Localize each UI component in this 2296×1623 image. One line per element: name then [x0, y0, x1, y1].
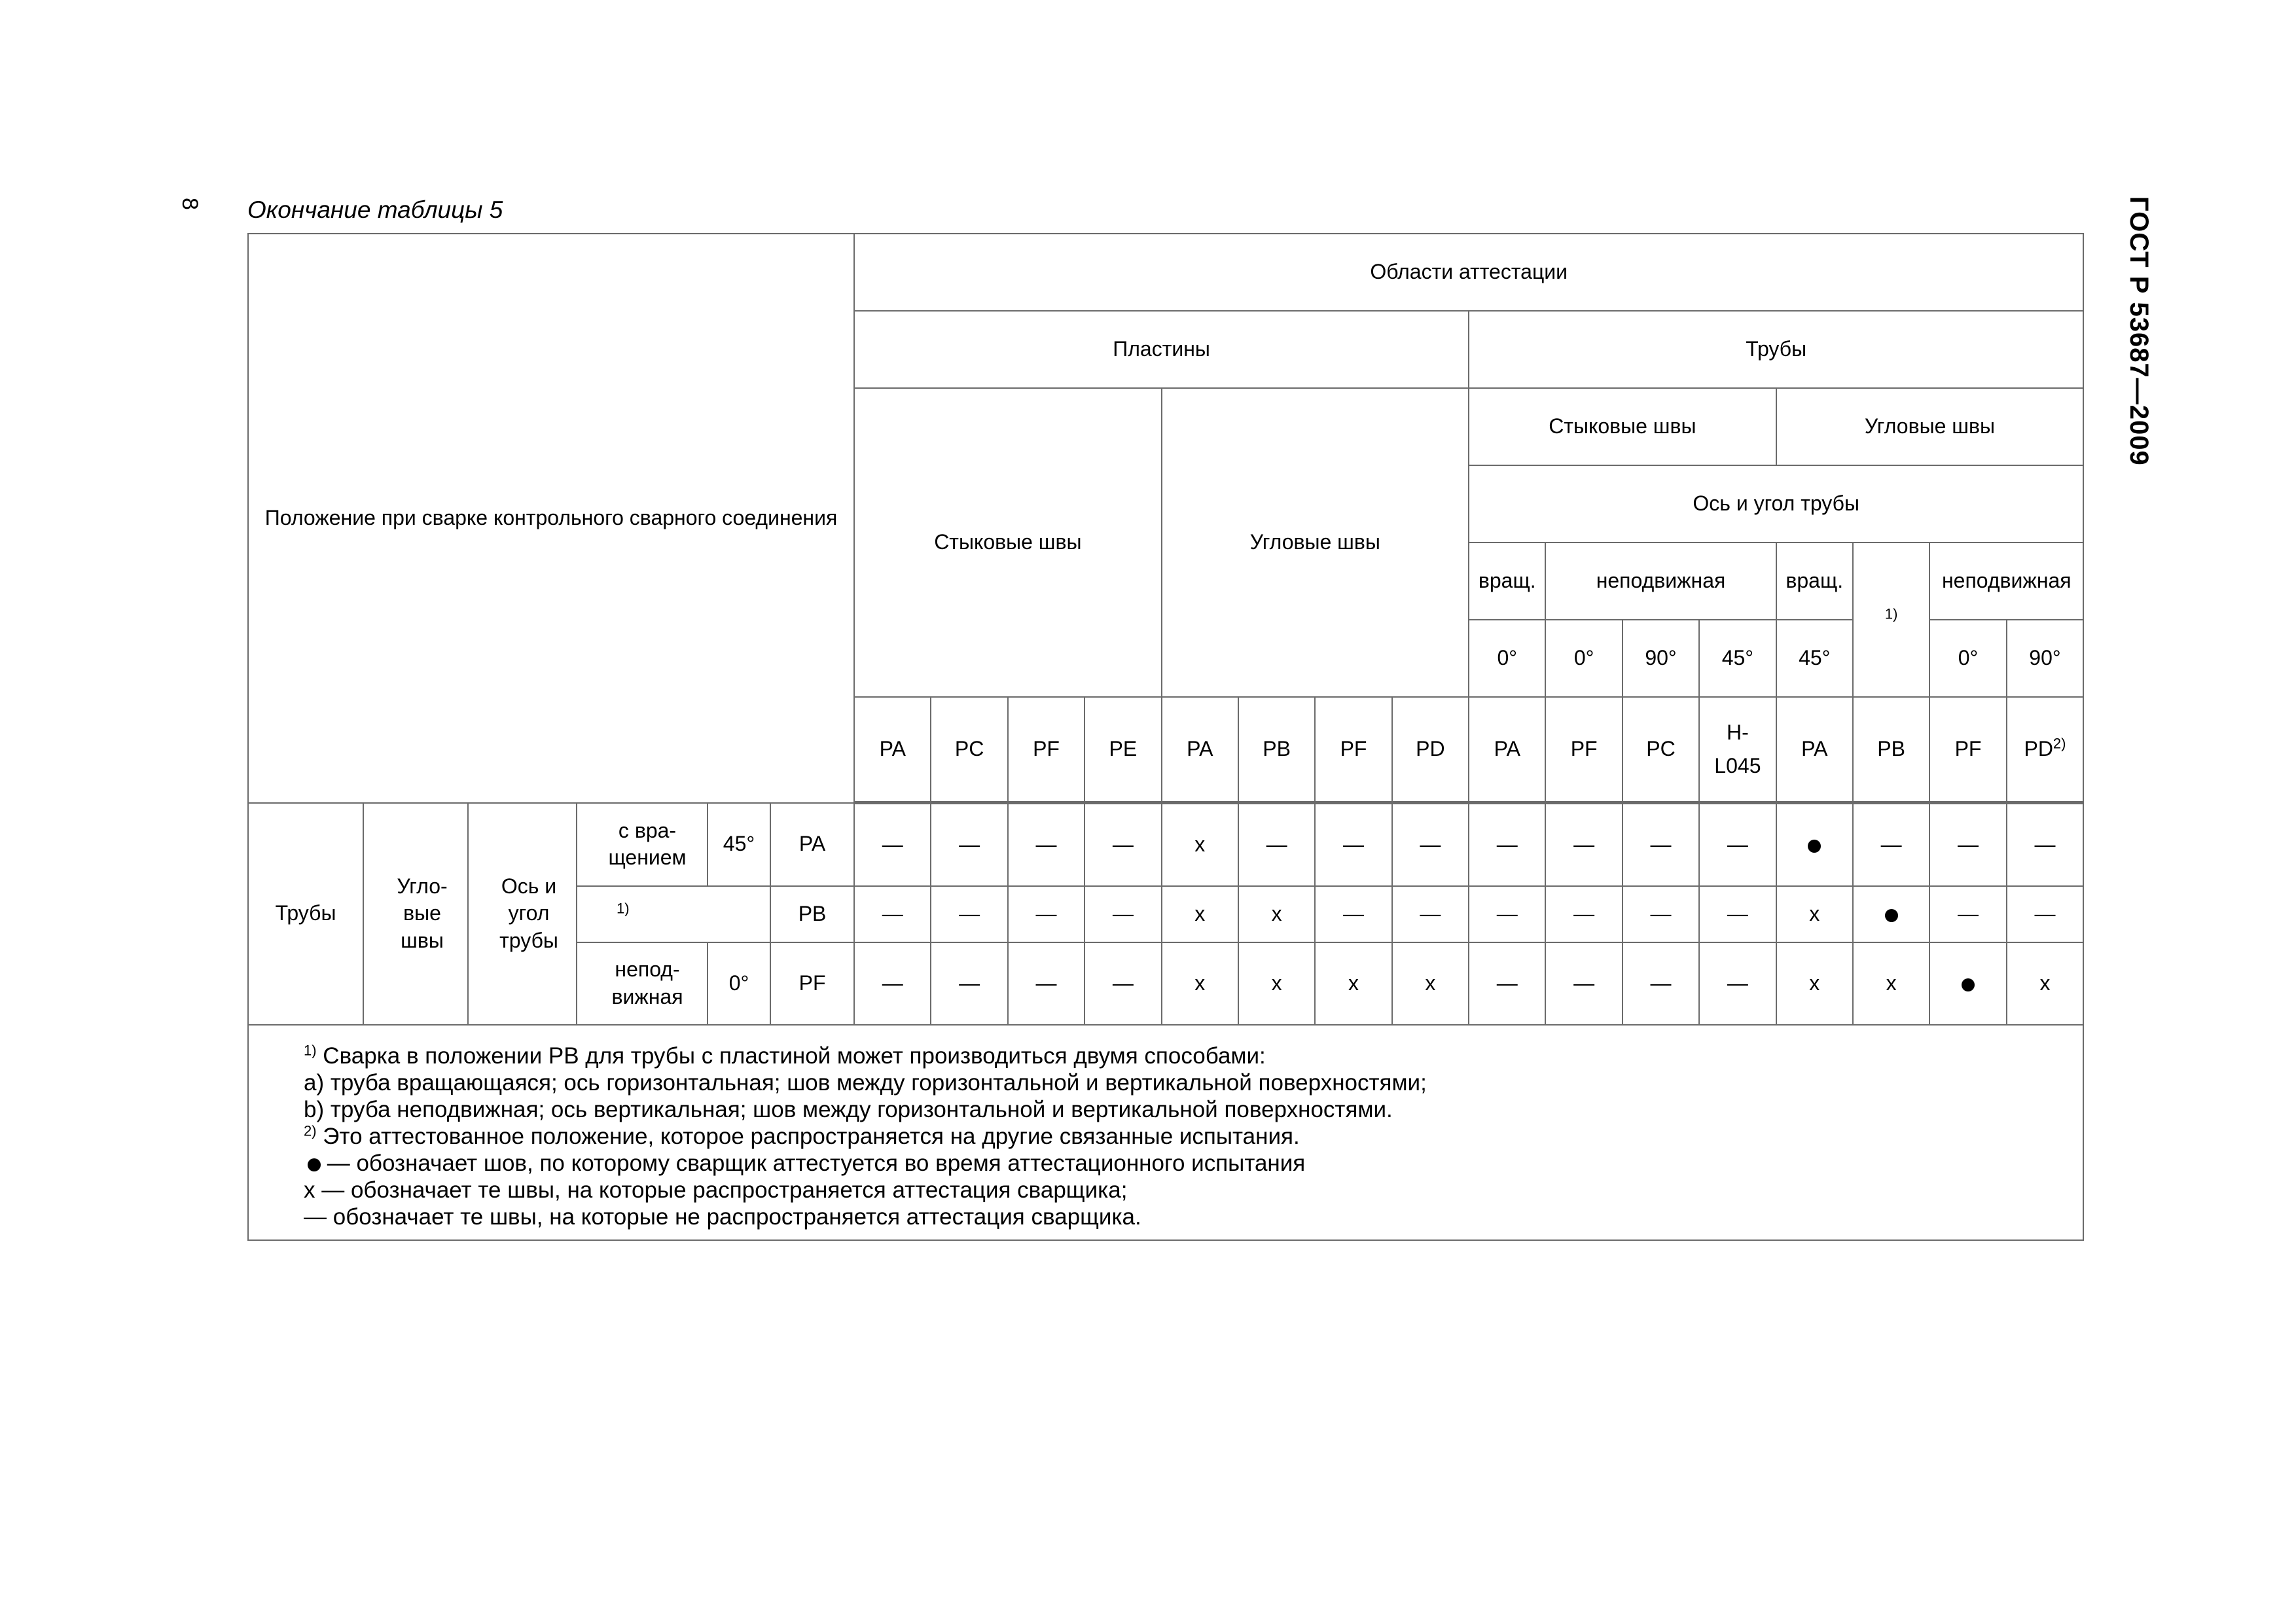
mark-cell: x	[1776, 942, 1853, 1025]
header-rot-2: вращ.	[1776, 543, 1853, 620]
code-cell: PC	[1623, 697, 1699, 803]
code-cell: PB	[1853, 697, 1929, 803]
mark-cell: x	[1162, 803, 1238, 887]
note-2: $^{2)}$ Это аттестованное положение, которое распространяется на другие связанные испытания.	[304, 1122, 1300, 1149]
mark-cell: —	[1853, 803, 1929, 887]
mark-cell: —	[931, 803, 1007, 887]
mark-cell: x	[1315, 942, 1391, 1025]
legend-dot: — обозначает шов, по которому сварщик аттестуется во время аттестационного испытания	[304, 1150, 2083, 1177]
header-pipes-fillet: Угловые швы	[1776, 388, 2084, 465]
mark-cell: x	[1776, 886, 1853, 942]
mark-cell: —	[1545, 803, 1622, 887]
code-cell: PA	[1469, 697, 1545, 803]
notes-row	[248, 1025, 2083, 1240]
table-caption: Окончание таблицы 5	[247, 196, 503, 223]
mark-cell: —	[1469, 803, 1545, 887]
mark-cell: —	[1085, 886, 1161, 942]
code-cell: PA	[1776, 697, 1853, 803]
mark-cell: —	[1623, 803, 1699, 887]
qualification-table	[247, 233, 2084, 1241]
mark-cell: —	[1699, 886, 1776, 942]
mark-cell: —	[854, 803, 931, 887]
code-cell: PC	[931, 697, 1007, 803]
page-number: 8	[177, 198, 202, 210]
note-1a: a) труба вращающаяся; ось горизонтальная; шов между горизонтальной и вертикальной поверхностями;	[304, 1070, 1427, 1096]
mark-cell: —	[2007, 803, 2084, 887]
code-cell: PD	[1392, 697, 1469, 803]
mark-cell: —	[1238, 803, 1315, 887]
header-fixed-2: неподвижная	[1929, 543, 2083, 620]
row-mode-note: 1)	[577, 886, 770, 942]
code-cell: PE	[1085, 697, 1161, 803]
row-mode: непод-вижная	[577, 942, 708, 1025]
mark-cell: —	[1315, 803, 1391, 887]
header-fixed-1: неподвижная	[1545, 543, 1776, 620]
angle-cell: 45°	[1699, 620, 1776, 697]
mark-cell: x	[1162, 886, 1238, 942]
mark-cell: —	[1623, 942, 1699, 1025]
code-cell: PF	[1545, 697, 1622, 803]
body-fillet: Угло-вые швы	[363, 803, 468, 1026]
mark-cell: —	[1085, 942, 1161, 1025]
mark-cell: x	[1392, 942, 1469, 1025]
mark-cell: —	[1623, 886, 1699, 942]
angle-cell: 0°	[1469, 620, 1545, 697]
mark-cell: —	[1699, 803, 1776, 887]
table-notes	[248, 1025, 2083, 1240]
note2-ref: 2)	[2053, 735, 2066, 752]
mark-cell: x	[1238, 942, 1315, 1025]
table-row	[248, 803, 2083, 887]
row-code: PB	[770, 886, 854, 942]
code-cell: H-L045	[1699, 697, 1776, 803]
header-plates-fillet: Угловые швы	[1162, 388, 1469, 697]
mark-cell: —	[854, 942, 931, 1025]
mark-cell: x	[1853, 942, 1929, 1025]
header-areas: Области аттестации	[854, 234, 2083, 311]
row-angle: 45°	[708, 803, 770, 887]
mark-cell: —	[1008, 886, 1085, 942]
code-cell: PA	[854, 697, 931, 803]
note-1: $^{1)}$ Сварка в положении PB для трубы с пластиной может производиться двумя способами:	[304, 1042, 1266, 1069]
header-pipes: Трубы	[1469, 311, 2083, 388]
mark-cell	[1853, 886, 1929, 942]
code-cell: PB	[1238, 697, 1315, 803]
bullet-dot-icon	[308, 1158, 321, 1171]
mark-cell: —	[1929, 886, 2006, 942]
mark-cell: —	[1392, 886, 1469, 942]
header-plates-butt: Стыковые швы	[854, 388, 1162, 697]
row-code: PF	[770, 942, 854, 1025]
header-note-ref: 1)	[1853, 543, 1929, 697]
mark-cell: —	[1315, 886, 1391, 942]
code-cell: PF	[1008, 697, 1085, 803]
row-angle: 0°	[708, 942, 770, 1025]
angle-cell: 0°	[1929, 620, 2006, 697]
code-cell: PF	[1315, 697, 1391, 803]
code-cell	[2007, 697, 2084, 803]
mark-cell: —	[2007, 886, 2084, 942]
bullet-dot-icon	[1808, 840, 1821, 853]
mark-cell: —	[854, 886, 931, 942]
legend-dash: — обозначает те швы, на которые не распространяется аттестация сварщика.	[304, 1204, 1141, 1230]
header-rot-1: вращ.	[1469, 543, 1545, 620]
standard-code: ГОСТ Р 53687—2009	[2125, 196, 2153, 466]
header-axis-angle: Ось и угол трубы	[1469, 465, 2083, 543]
mark-cell: —	[1545, 942, 1622, 1025]
mark-cell: —	[1929, 803, 2006, 887]
body-axis: Ось и угол трубы	[468, 803, 577, 1026]
bullet-dot-icon	[1885, 909, 1898, 922]
angle-cell: 45°	[1776, 620, 1853, 697]
mark-cell: —	[931, 886, 1007, 942]
legend-x: x — обозначает те швы, на которые распространяется аттестация сварщика;	[304, 1177, 1128, 1203]
bullet-dot-icon	[1962, 978, 1975, 991]
mark-cell: —	[1469, 886, 1545, 942]
angle-cell: 90°	[1623, 620, 1699, 697]
angle-cell: 0°	[1545, 620, 1622, 697]
angle-cell: 90°	[2007, 620, 2084, 697]
mark-cell: x	[1162, 942, 1238, 1025]
code-cell: PF	[1929, 697, 2006, 803]
mark-cell	[1776, 803, 1853, 887]
body-pipes: Трубы	[248, 803, 363, 1026]
mark-cell: —	[1392, 803, 1469, 887]
mark-cell: —	[1008, 942, 1085, 1025]
mark-cell: x	[2007, 942, 2084, 1025]
note-1b: b) труба неподвижная; ось вертикальная; шов между горизонтальной и вертикальной поверхностями.	[304, 1097, 1393, 1122]
mark-cell: —	[1545, 886, 1622, 942]
code-cell: PA	[1162, 697, 1238, 803]
header-position: Положение при сварке контрольного сварного соединения	[248, 234, 854, 803]
header-pipes-butt: Стыковые швы	[1469, 388, 1776, 465]
header-plates: Пластины	[854, 311, 1469, 388]
mark-cell: —	[1085, 803, 1161, 887]
mark-cell: —	[1008, 803, 1085, 887]
mark-cell: —	[931, 942, 1007, 1025]
mark-cell: —	[1699, 942, 1776, 1025]
mark-cell: —	[1469, 942, 1545, 1025]
mark-cell: x	[1238, 886, 1315, 942]
code-pd: PD	[2024, 737, 2053, 761]
row-code: PA	[770, 803, 854, 887]
mark-cell	[1929, 942, 2006, 1025]
row-mode: с вра-щением	[577, 803, 708, 887]
